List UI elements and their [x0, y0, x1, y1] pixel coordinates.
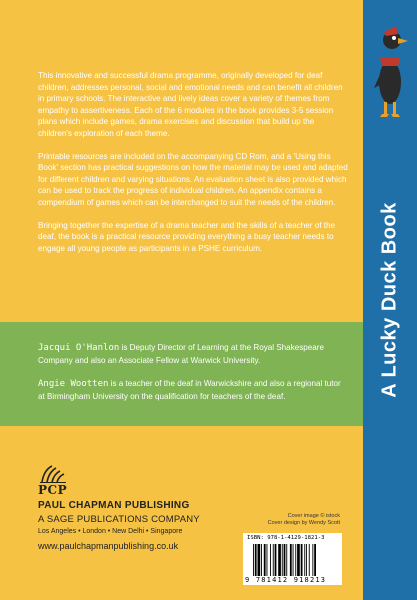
blurb-paragraph: This innovative and successful drama programme, originally developed for deaf children, addresses personal, social and emotional needs and can benefit all children in primary schools. The interactive and lively ideas cover a variety of themes from empathy to assertiveness. Each of the 6 modules in the book provides 3-5 session plans which include games, drama exercises and discussion that build up the children's exploration of each theme. — [38, 71, 343, 138]
author-band — [0, 322, 363, 426]
barcode-bars — [253, 544, 337, 576]
pcp-logo-text: PCP — [38, 483, 68, 497]
publisher-name: PAUL CHAPMAN PUBLISHING — [38, 500, 190, 511]
design-credit: Cover design by Wendy Scott — [267, 520, 340, 526]
barcode-digits: 9 781412 918213 — [245, 576, 327, 584]
author-name: Jacqui O'Hanlon — [38, 343, 120, 353]
spine-title: A Lucky Duck Book — [378, 202, 401, 398]
publisher-subtitle: A SAGE PUBLICATIONS COMPANY — [38, 514, 200, 525]
author-bio — [38, 342, 344, 366]
publisher-url: www.paulchapmanpublishing.co.uk — [38, 541, 179, 551]
pcp-logo-icon — [38, 462, 68, 484]
author-bio-text: is Deputy Director of Learning at the Royal Shakespeare Company and also an Associate Fellow at Warwick University. — [38, 343, 324, 365]
author-bio-text: is a teacher of the deaf in Warwickshire and also a regional tutor at Birmingham University on the qualification for teachers of the deaf. — [38, 379, 341, 401]
blurb-text — [38, 70, 348, 265]
image-credit: Cover image © istock — [287, 513, 340, 519]
cover-credits — [240, 513, 340, 527]
barcode — [243, 533, 342, 585]
author-name: Angie Wootten — [38, 379, 109, 389]
isbn-label: ISBN: 978-1-4129-1821-3 — [247, 535, 325, 541]
publisher-cities: Los Angeles • London • New Delhi • Singapore — [38, 528, 183, 535]
blurb-paragraph: Printable resources are included on the accompanying CD Rom, and a 'Using this Book' section has practical suggestions on how the material may be used and adapted for different children and varying situations. An evaluation sheet is also provided which can be used to track the progress of individual children. An appendix contains a compendium of games which can be interchanged to suit the needs of the children. — [38, 151, 348, 207]
lucky-duck-logo — [368, 10, 412, 122]
author-bio — [38, 378, 344, 402]
blurb-paragraph: Bringing together the expertise of a drama teacher and the skills of a teacher of the deaf, the book is a practical resource providing everything a busy teacher needs to engage all young people as participants in a PSHE curriculum. — [38, 220, 335, 253]
